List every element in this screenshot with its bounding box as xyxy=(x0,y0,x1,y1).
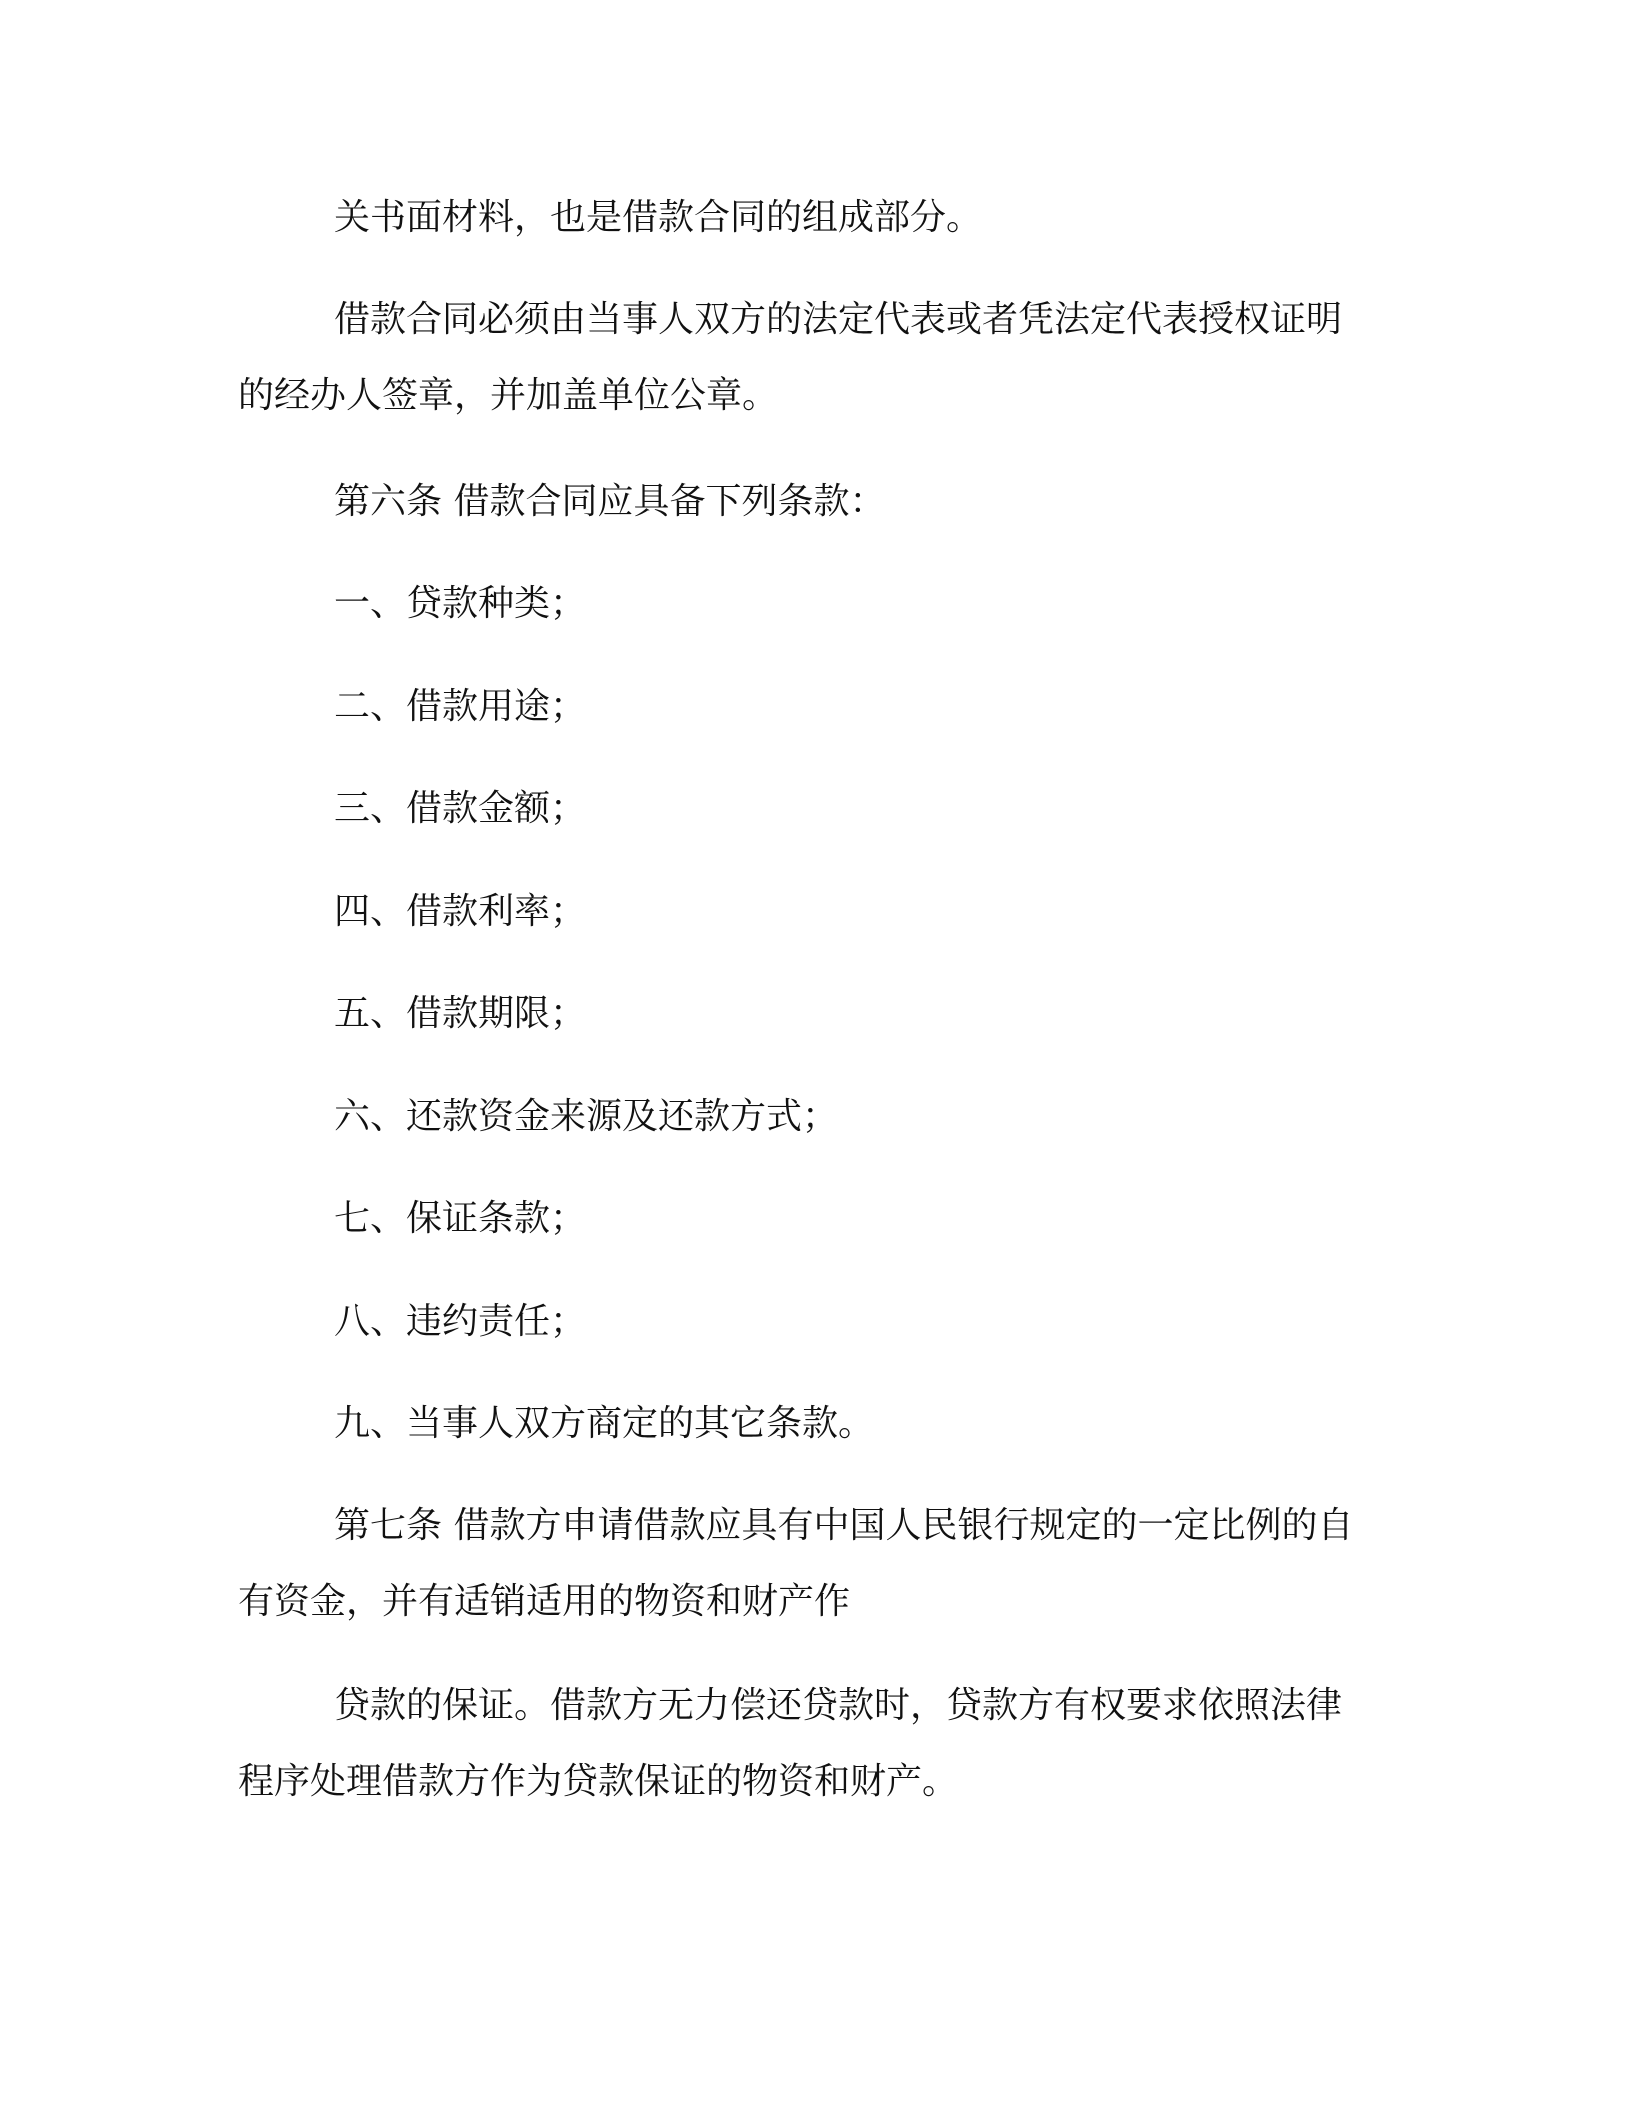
clause-3 xyxy=(238,782,1388,836)
text-line: 的经办人签章，并加盖单位公章。 xyxy=(238,375,779,416)
text-line: 有资金，并有适销适用的物资和财产作 xyxy=(238,1581,851,1622)
text-line: 七、保证条款； xyxy=(334,1198,587,1239)
clause-6 xyxy=(238,1090,1388,1144)
guarantee-paragraph xyxy=(238,1679,1388,1809)
text-line: 第六条 借款合同应具备下列条款： xyxy=(334,481,886,522)
article-6-heading xyxy=(238,475,1388,529)
clause-8 xyxy=(238,1295,1388,1349)
text-line: 借款合同必须由当事人双方的法定代表或者凭法定代表授权证明 xyxy=(334,299,1343,340)
clause-1 xyxy=(238,577,1388,631)
clause-9 xyxy=(238,1397,1388,1451)
text-line: 第七条 借款方申请借款应具有中国人民银行规定的一定比例的自 xyxy=(334,1505,1354,1546)
clause-2 xyxy=(238,680,1388,734)
text-line: 贷款的保证。借款方无力偿还贷款时，贷款方有权要求依照法律 xyxy=(334,1685,1343,1726)
text-line: 九、当事人双方商定的其它条款。 xyxy=(334,1403,875,1444)
paragraph-1 xyxy=(238,191,1388,245)
clause-4 xyxy=(238,885,1388,939)
article-7-paragraph xyxy=(238,1499,1388,1629)
clause-7 xyxy=(238,1192,1388,1246)
text-line: 程序处理借款方作为贷款保证的物资和财产。 xyxy=(238,1761,959,1802)
text-line: 二、借款用途； xyxy=(334,686,587,727)
text-line: 八、违约责任； xyxy=(334,1301,587,1342)
clause-5 xyxy=(238,987,1388,1041)
text-line: 关书面材料，也是借款合同的组成部分。 xyxy=(334,197,983,238)
text-line: 六、还款资金来源及还款方式； xyxy=(334,1096,839,1137)
text-line: 一、贷款种类； xyxy=(334,583,587,624)
text-line: 五、借款期限； xyxy=(334,993,587,1034)
text-line: 四、借款利率； xyxy=(334,891,587,932)
text-line: 三、借款金额； xyxy=(334,788,587,829)
paragraph-2 xyxy=(238,293,1388,423)
